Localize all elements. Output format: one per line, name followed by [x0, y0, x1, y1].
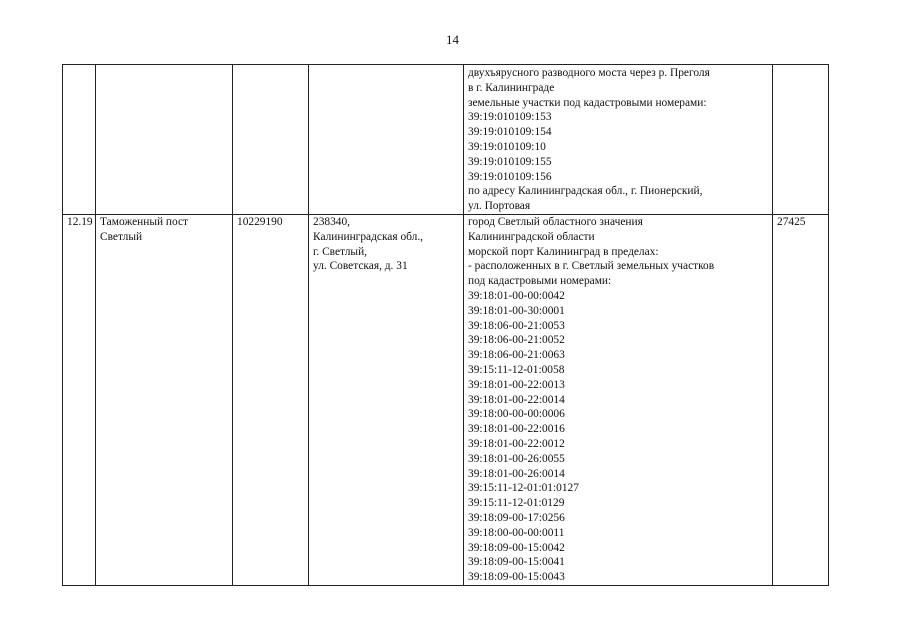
- address-line: Калининградская обл.,: [313, 230, 424, 243]
- zone-line: морской порт Калининград в пределах:: [468, 245, 659, 258]
- cadastral-number: 39:18:01-00-26:0014: [468, 467, 565, 480]
- cadastral-number: 39:18:01-00-22:0013: [468, 378, 565, 391]
- zone-line: город Светлый областного значения: [468, 215, 643, 228]
- post-name-line: Светлый: [100, 230, 143, 243]
- cadastral-number: 39:18:09-00-15:0041: [468, 556, 565, 569]
- zone-line: по адресу Калининградская обл., г. Пионерский,: [468, 185, 703, 198]
- zone-line: - расположенных в г. Светлый земельных участков: [468, 260, 715, 273]
- post-code-cell: [233, 65, 309, 215]
- cadastral-number: 39:18:01-00-00:0042: [468, 289, 565, 302]
- cadastral-number: 39:18:09-00-15:0043: [468, 571, 565, 584]
- address-line: г. Светлый,: [313, 245, 368, 258]
- zone-cell: [464, 214, 773, 585]
- cadastral-number: 39:18:06-00-21:0063: [468, 349, 565, 362]
- customs-table: [62, 64, 829, 586]
- zone-line: двухъярусного разводного моста через р. Преголя: [468, 67, 710, 79]
- cadastral-number: 39:18:01-00-22:0014: [468, 393, 565, 406]
- cadastral-number: 39:18:09-00-15:0042: [468, 541, 565, 554]
- post-name-cell: [96, 214, 233, 585]
- zone-line: в г. Калининграде: [468, 81, 555, 94]
- post-code-cell: 10229190: [233, 214, 309, 585]
- cadastral-number: 39:18:06-00-21:0053: [468, 319, 565, 332]
- address-line: ул. Советская, д. 31: [313, 260, 408, 273]
- zone-cell: [464, 65, 773, 215]
- post-name-cell: [96, 65, 233, 215]
- cadastral-number: 39:19:010109:156: [468, 170, 552, 183]
- cadastral-number: 39:19:010109:10: [468, 140, 546, 153]
- cadastral-number: 39:15:11-12-01:01:0127: [468, 482, 579, 495]
- table-row: [63, 65, 829, 215]
- value-cell: 27425: [773, 214, 829, 585]
- row-number-cell: [63, 65, 96, 215]
- zone-line: ул. Портовая: [468, 200, 531, 213]
- cadastral-number: 39:18:01-00-26:0055: [468, 452, 565, 465]
- cadastral-number: 39:18:01-00-30:0001: [468, 304, 565, 317]
- cadastral-number: 39:19:010109:153: [468, 111, 552, 124]
- table-row: [63, 214, 829, 585]
- address-cell: [309, 65, 464, 215]
- address-cell: [309, 214, 464, 585]
- cadastral-number: 39:15:11-12-01:0058: [468, 363, 565, 376]
- zone-line: Калининградской области: [468, 230, 595, 243]
- cadastral-number: 39:19:010109:155: [468, 155, 552, 168]
- cadastral-number: 39:18:00-00-00:0011: [468, 526, 565, 539]
- zone-line: под кадастровыми номерами:: [468, 275, 612, 288]
- cadastral-number: 39:19:010109:154: [468, 126, 552, 139]
- cadastral-number: 39:18:00-00-00:0006: [468, 408, 565, 421]
- page-number: 14: [446, 32, 459, 47]
- post-name-line: Таможенный пост: [100, 215, 189, 228]
- cadastral-number: 39:15:11-12-01:0129: [468, 497, 565, 510]
- cadastral-number: 39:18:01-00-22:0016: [468, 423, 565, 436]
- address-line: 238340,: [313, 215, 351, 228]
- cadastral-number: 39:18:09-00-17:0256: [468, 511, 565, 524]
- row-number-cell: 12.19: [63, 214, 96, 585]
- cadastral-number: 39:18:01-00-22:0012: [468, 437, 565, 450]
- zone-line: земельные участки под кадастровыми номерами:: [468, 96, 707, 109]
- cadastral-number: 39:18:06-00-21:0052: [468, 334, 565, 347]
- value-cell: [773, 65, 829, 215]
